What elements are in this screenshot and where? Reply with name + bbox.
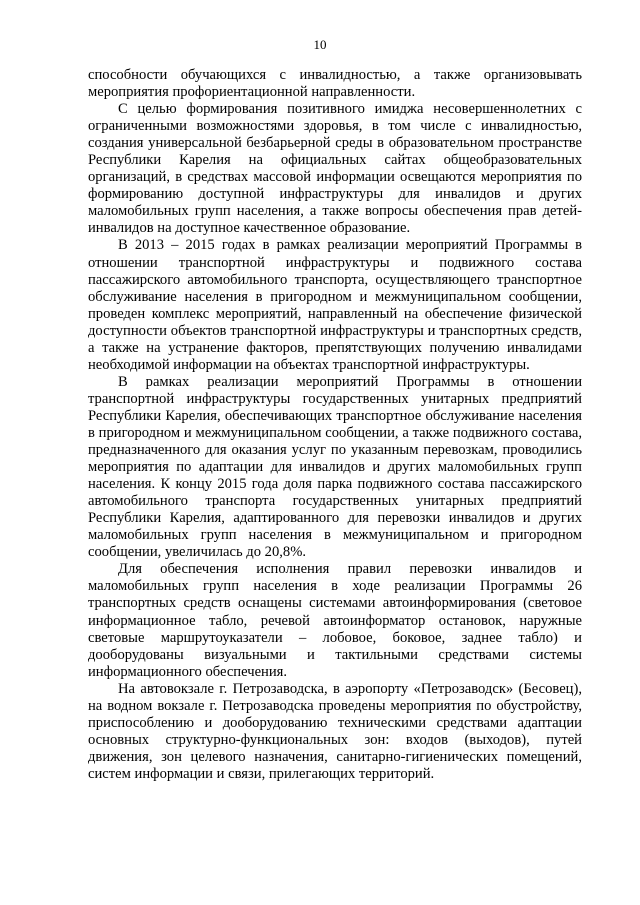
paragraph-5: Для обеспечения исполнения правил перевозки инвалидов и маломобильных групп населения в ходе реализации Программы 26 транспортных средств оснащены системами автоинформирования (световое информационное табло, речевой автоинформатор остановок, наружные световые маршрутоуказатели – лобовое, боковое, заднее табло) и дооборудованы визуальными и тактильными средствами системы информационного обеспечения.	[88, 561, 582, 680]
paragraph-4: В рамках реализации мероприятий Программы в отношении транспортной инфраструктуры государственных унитарных предприятий Республики Карелия, обеспечивающих транспортное обслуживание населения в пригородном и межмуниципальном сообщении, а также подвижного состава, предназначенного для оказания услуг по указанным перевозкам, проводились мероприятия по адаптации для инвалидов и других маломобильных групп населения. К концу 2015 года доля парка подвижного состава пассажирского автомобильного транспорта государственных унитарных предприятий Республики Карелия, адаптированного для перевозки инвалидов и других маломобильных групп населения в межмуниципальном и пригородном сообщении, увеличилась до 20,8%.	[88, 373, 582, 561]
paragraph-1: способности обучающихся с инвалидностью, а также организовывать мероприятия профориентационной направленности.	[88, 67, 582, 101]
page-number: 10	[313, 37, 327, 52]
paragraph-6: На автовокзале г. Петрозаводска, в аэропорту «Петрозаводск» (Бесовец), на водном вокзале г. Петрозаводска проведены мероприятия по обустройству, приспособлению и дооборудованию техническими средствами адаптации основных структурно-функциональных зон: входов (выходов), путей движения, зон целевого назначения, санитарно-гигиенических помещений, систем информации и связи, прилегающих территорий.	[88, 680, 582, 782]
document-body	[88, 67, 582, 783]
paragraph-3: В 2013 – 2015 годах в рамках реализации мероприятий Программы в отношении транспортной инфраструктуры и подвижного состава пассажирского автомобильного транспорта, осуществляющего транспортное обслуживание населения в пригородном и межмуниципальном сообщении, проведен комплекс мероприятий, направленный на обеспечение физической доступности объектов транспортной инфраструктуры и транспортных средств, а также на устранение факторов, препятствующих получению инвалидами необходимой информации на объектах транспортной инфраструктуры.	[88, 237, 582, 373]
paragraph-2: С целью формирования позитивного имиджа несовершеннолетних с ограниченными возможностями здоровья, в том числе с инвалидностью, создания универсальной безбарьерной среды в образовательном пространстве Республики Карелия на официальных сайтах общеобразовательных организаций, в средствах массовой информации освещаются мероприятия по формированию доступной инфраструктуры для инвалидов и других маломобильных групп населения, а также вопросы обеспечения прав детей-инвалидов на доступное качественное образование.	[88, 101, 582, 237]
